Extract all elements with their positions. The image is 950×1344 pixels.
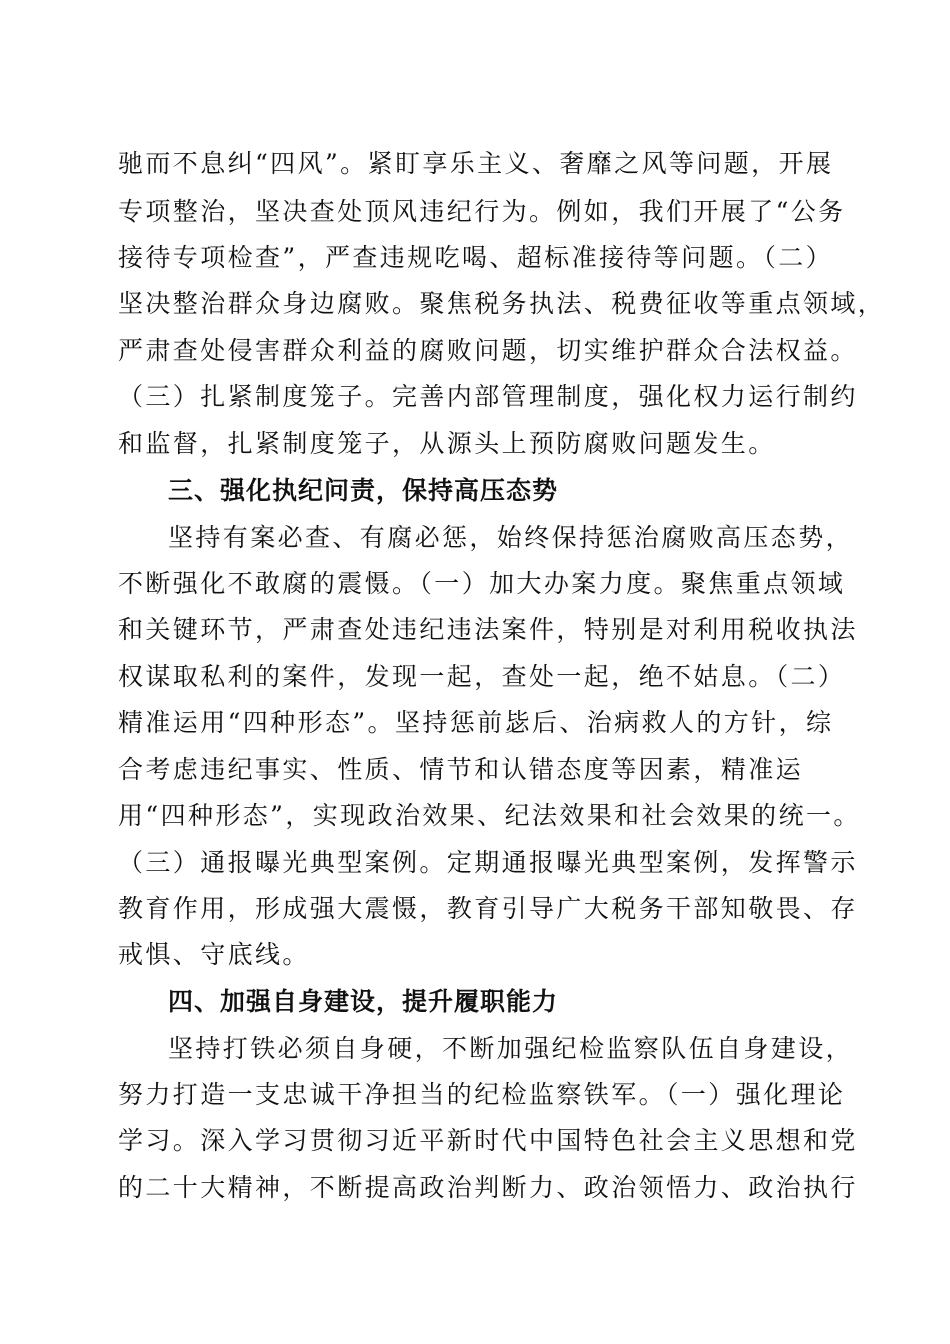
paragraph-line: 努力打造一支忠诚干净担当的纪检监察铁军。（一）强化理论 bbox=[118, 1080, 846, 1109]
paragraph-line: 用“四种形态”，实现政治效果、纪法效果和社会效果的统一。 bbox=[118, 801, 861, 830]
paragraph-line: 精准运用“四种形态”。坚持惩前毖后、治病救人的方针，综 bbox=[118, 708, 834, 737]
paragraph-line: 合考虑违纪事实、性质、情节和认错态度等因素，精准运 bbox=[118, 755, 804, 784]
paragraph-line: 驰而不息纠“四风”。紧盯享乐主义、奢靡之风等问题，开展 bbox=[118, 149, 834, 178]
paragraph-line: 专项整治，坚决查处顶风违纪行为。例如，我们开展了“公务 bbox=[118, 197, 846, 226]
paragraph-line: 学习。深入学习贯彻习近平新时代中国特色社会主义思想和党 bbox=[118, 1126, 858, 1155]
paragraph-line: 坚持打铁必须自身硬，不断加强纪检监察队伍自身建设， bbox=[168, 1034, 854, 1063]
paragraph-line: 不断强化不敢腐的震慑。（一）加大办案力度。聚焦重点领域 bbox=[118, 569, 846, 598]
paragraph-line: （三）扎紧制度笼子。完善内部管理制度，强化权力运行制约 bbox=[118, 382, 858, 411]
paragraph-line: 坚持有案必查、有腐必惩，始终保持惩治腐败高压态势， bbox=[168, 523, 854, 552]
section-heading: 四、加强自身建设，提升履职能力 bbox=[168, 987, 559, 1016]
paragraph-line: 严肃查处侵害群众利益的腐败问题，切实维护群众合法权益。 bbox=[118, 336, 858, 365]
paragraph-line: 权谋取私利的案件，发现一起，查处一起，绝不姑息。（二） bbox=[118, 662, 846, 691]
section-heading: 三、强化执纪问责，保持高压态势 bbox=[168, 476, 559, 505]
paragraph-line: 戒惧、守底线。 bbox=[118, 940, 310, 969]
paragraph-line: 接待专项检查”，严查违规吃喝、超标准接待等问题。（二） bbox=[118, 243, 834, 272]
paragraph-line: （三）通报曝光典型案例。定期通报曝光典型案例，发挥警示 bbox=[118, 848, 858, 877]
paragraph-line: 坚决整治群众身边腐败。聚焦税务执法、税费征收等重点领域， bbox=[118, 289, 886, 318]
paragraph-line: 的二十大精神，不断提高政治判断力、政治领悟力、政治执行 bbox=[118, 1173, 858, 1202]
paragraph-line: 教育作用，形成强大震慑，教育引导广大税务干部知敬畏、存 bbox=[118, 894, 858, 923]
paragraph-line: 和关键环节，严肃查处违纪违法案件，特别是对利用税收执法 bbox=[118, 615, 858, 644]
paragraph-line: 和监督，扎紧制度笼子，从源头上预防腐败问题发生。 bbox=[118, 429, 776, 458]
